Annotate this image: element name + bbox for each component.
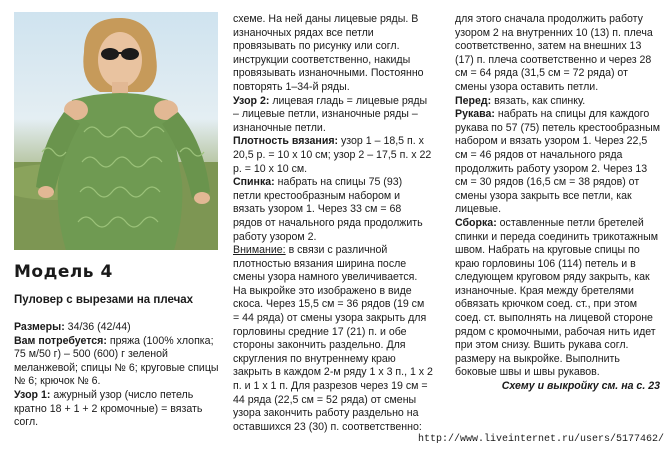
paragraph-text: 34/36 (42/44) — [64, 321, 131, 333]
paragraph-text: пряжа (100% хлопка; 75 м/50 г) – 500 (600) г зеленой меланжевой; спицы № 6; круговые спицы № 6; крючок № 6. — [14, 334, 219, 388]
paragraph-text: оставленные петли бретелей спинки и переда соединить трикотажным швом. Набрать на круговые спицы по краю горловины 106 (114) петель и в следующем круговом ряду закрыть, как изнаночные. Края между бретелями обвязать крючком соед. ст., при этом соед. ст. выполнять на лицевой стороне рядом с кромочными, рабочая нить идет при этом снизу. Вшить рукава согл. размеру на выкройке. Выполнить боковые швы и швы рукавов. — [455, 216, 659, 379]
paragraph-text: лицевая гладь = лицевые ряды – лицевые петли, изнаночные ряды – изнаночные петли. — [233, 94, 428, 134]
model-title: Модель 4 — [14, 262, 113, 282]
paragraph-text: узор 1 – 18,5 п. х 20,5 р. = 10 х 10 см; узор 2 – 17,5 п. х 22 р. = 10 х 10 см. — [233, 135, 432, 175]
model-photo-drawing — [14, 12, 218, 250]
paragraph-label: Сборка: — [455, 216, 497, 229]
paragraph-label: Спинка: — [233, 176, 275, 189]
paragraph — [233, 176, 433, 244]
paragraph-label: Узор 1: — [14, 388, 51, 401]
paragraph-label: Размеры: — [14, 321, 65, 333]
paragraph-label: Внимание: — [233, 244, 286, 257]
left-column — [14, 321, 222, 430]
paragraph — [455, 95, 660, 109]
paragraph — [455, 13, 660, 95]
paragraph-label: Рукава: — [455, 108, 495, 121]
paragraph — [233, 244, 433, 434]
paragraph-label: Вам потребуется: — [14, 334, 107, 347]
paragraph — [14, 389, 222, 430]
pattern-subtitle: Пуловер с вырезами на плечах — [14, 294, 194, 306]
paragraph — [233, 13, 433, 95]
paragraph-text: ажурный узор (число петель кратно 18 + 1 + 2 кромочные) = вязать согл. — [14, 388, 203, 429]
paragraph-label: Узор 2: — [233, 94, 270, 107]
paragraph — [455, 108, 660, 217]
paragraph-text: набрать на спицы для каждого рукава по 57 (75) петель крестообразным набором и вязать узором 1. Через 22,5 см = 46 рядов от начального ряда продолжить работу узором 2. Через 13 см = 30 рядов (16,5 см = 38 рядов) от смены узора закрыть все петли, как лицевые. — [455, 108, 661, 216]
paragraph-text: схеме. На ней даны лицевые ряды. В изнаночных рядах все петли провязывать по рисунку или согл. инструкции соответственно, накиды провязывать изнаночными. Постоянно повторять 1–34-й ряды. — [233, 13, 424, 93]
paragraph-label: Плотность вязания: — [233, 135, 339, 148]
paragraph — [233, 135, 433, 176]
paragraph-text: в связи с различной плотностью вязания ширина после смены узора намного увеличивается. На выкройке это изображено в виде скоса. Через 15,5 см = 36 рядов (19 см = 44 ряда) от смены узора закрыть для горловины средние 17 (21) п. и обе стороны закончить раздельно. Для скругления по внутреннему краю закрыть в каждом 2-м ряду 1 х 3 п., 1 х 2 п. и 1 х 1 п. Для разрезов через 19 см = 44 ряда (22,5 см = 52 ряда) от смены узора закончить работу раздельно на оставшихся 23 (30) п. соответственно: — [233, 244, 433, 433]
source-watermark: http://www.liveinternet.ru/users/5177462/ — [417, 434, 664, 445]
paragraph — [455, 217, 660, 380]
model-photo — [14, 12, 218, 250]
paragraph-text: вязать, как спинку. — [491, 94, 586, 107]
paragraph — [233, 95, 433, 136]
right-column — [455, 13, 660, 394]
paragraph — [14, 335, 222, 389]
paragraph-text: набрать на спицы 75 (93) петли крестообразным набором и вязать узором 1. Через 33 см = 68 рядов от начального ряда продолжить работу узором 2. — [233, 176, 423, 243]
paragraph-label: Перед: — [455, 94, 492, 107]
paragraph-text: для этого сначала продолжить работу узором 2 на внутренних 10 (13) п. плеча соответственно, затем на внешних 13 (17) п. плеча соответственно и через 28 см = 64 ряда (31,5 см = 72 ряда) от смены узора оставить петли. — [455, 13, 653, 93]
pattern-reference: Схему и выкройку см. на с. 23 — [501, 380, 660, 393]
middle-column — [233, 13, 433, 434]
paragraph — [14, 321, 222, 335]
